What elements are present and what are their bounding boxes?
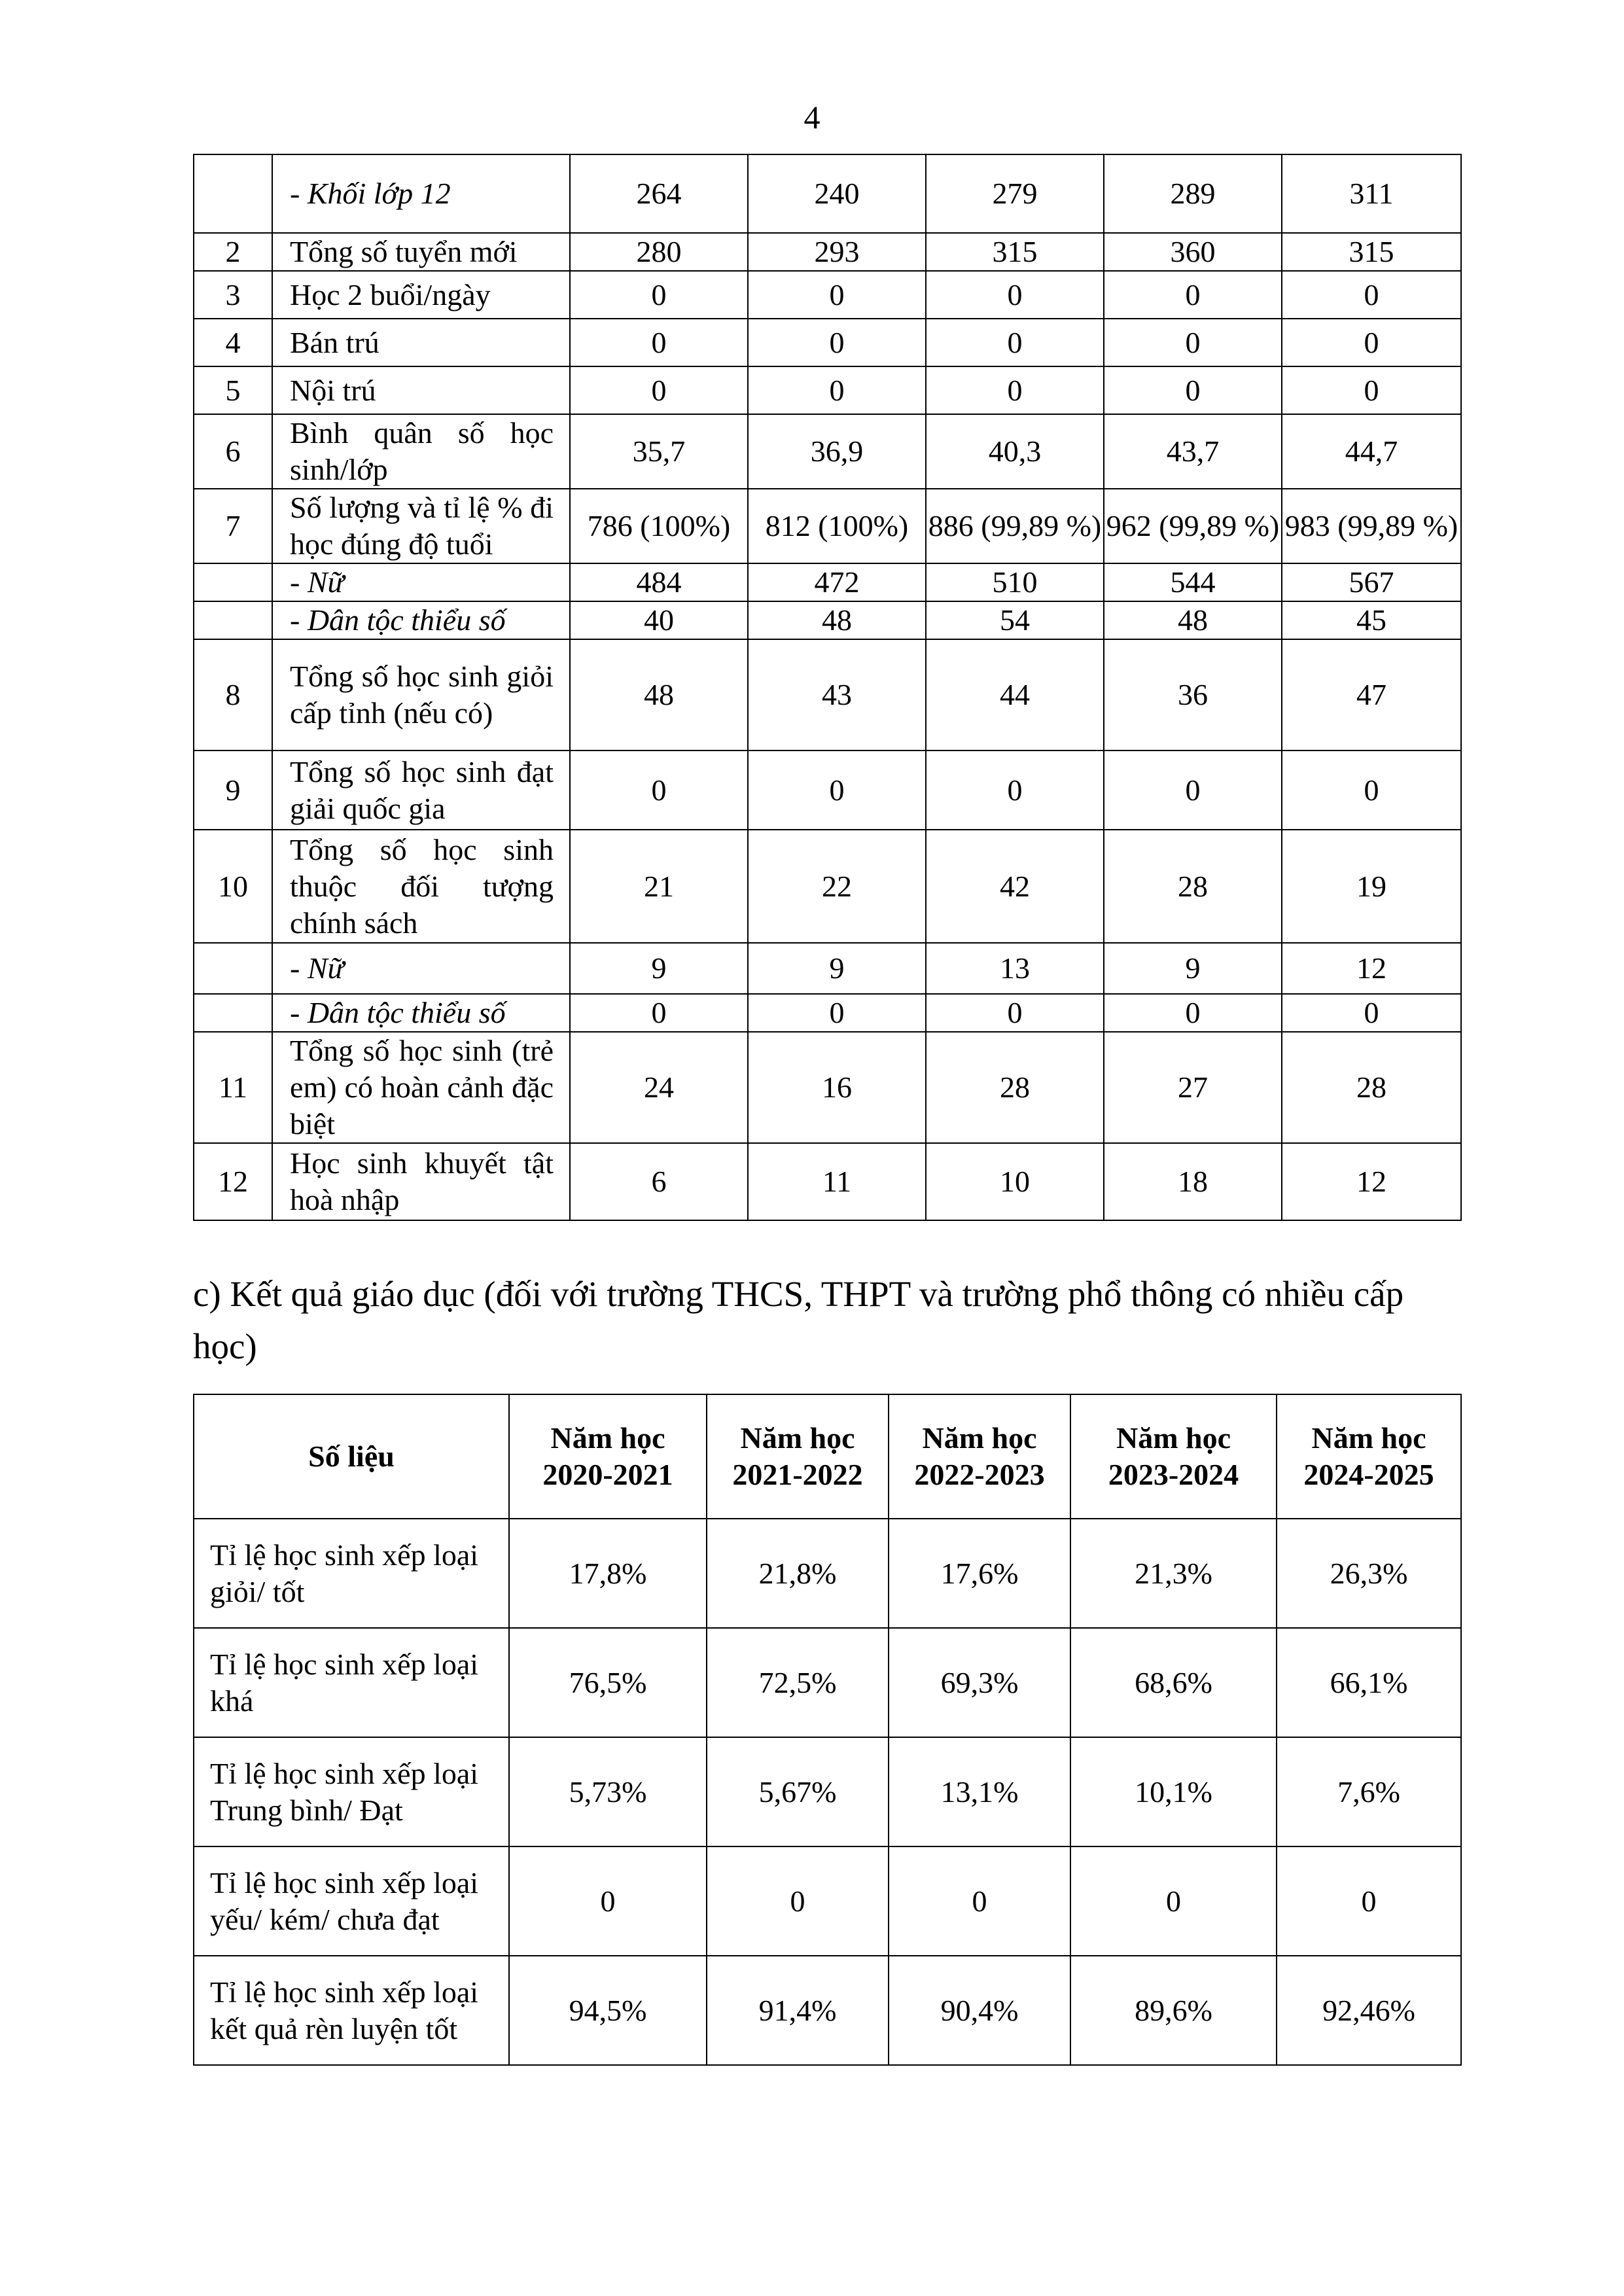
value-cell: 0 — [1277, 1846, 1461, 1956]
value-cell: 240 — [748, 154, 926, 233]
value-cell: 92,46% — [1277, 1956, 1461, 2065]
value-cell: 279 — [926, 154, 1104, 233]
value-cell: 962 (99,89 %) — [1104, 489, 1282, 563]
value-cell: 10,1% — [1070, 1737, 1277, 1846]
row-number: 9 — [194, 751, 272, 830]
value-cell: 17,8% — [509, 1519, 707, 1628]
row-number — [194, 154, 272, 233]
value-cell: 567 — [1282, 563, 1461, 601]
row-label: Bình quân số học sinh/lớp — [272, 414, 570, 489]
row-number: 10 — [194, 830, 272, 943]
value-cell: 24 — [570, 1032, 748, 1143]
table-row — [194, 943, 1461, 994]
value-cell: 19 — [1282, 830, 1461, 943]
value-cell: 7,6% — [1277, 1737, 1461, 1846]
table-row — [194, 271, 1461, 319]
value-cell: 21,8% — [707, 1519, 889, 1628]
value-cell: 48 — [570, 639, 748, 751]
value-cell: 45 — [1282, 601, 1461, 639]
table-row — [194, 319, 1461, 366]
row-number: 6 — [194, 414, 272, 489]
header-school-year: Năm học 2024-2025 — [1277, 1394, 1461, 1519]
value-cell: 289 — [1104, 154, 1282, 233]
value-cell: 54 — [926, 601, 1104, 639]
value-cell: 35,7 — [570, 414, 748, 489]
value-cell: 36 — [1104, 639, 1282, 751]
row-label: Số lượng và tỉ lệ % đi học đúng độ tuổi — [272, 489, 570, 563]
table-row — [194, 1519, 1461, 1628]
header-school-year: Năm học 2022-2023 — [889, 1394, 1070, 1519]
table-row — [194, 1737, 1461, 1846]
row-label: - Dân tộc thiểu số — [272, 994, 570, 1032]
value-cell: 0 — [1282, 994, 1461, 1032]
table-row — [194, 1032, 1461, 1143]
value-cell: 11 — [748, 1143, 926, 1220]
row-label: - Khối lớp 12 — [272, 154, 570, 233]
value-cell: 5,67% — [707, 1737, 889, 1846]
row-number: 4 — [194, 319, 272, 366]
value-cell: 66,1% — [1277, 1628, 1461, 1737]
value-cell: 28 — [1104, 830, 1282, 943]
row-number: 8 — [194, 639, 272, 751]
table-row — [194, 1846, 1461, 1956]
value-cell: 5,73% — [509, 1737, 707, 1846]
value-cell: 44,7 — [1282, 414, 1461, 489]
value-cell: 48 — [1104, 601, 1282, 639]
header-school-year: Năm học 2023-2024 — [1070, 1394, 1277, 1519]
value-cell: 786 (100%) — [570, 489, 748, 563]
value-cell: 43,7 — [1104, 414, 1282, 489]
value-cell: 0 — [1282, 271, 1461, 319]
value-cell: 315 — [926, 233, 1104, 271]
value-cell: 0 — [1282, 751, 1461, 830]
value-cell: 886 (99,89 %) — [926, 489, 1104, 563]
value-cell: 69,3% — [889, 1628, 1070, 1737]
value-cell: 89,6% — [1070, 1956, 1277, 2065]
value-cell: 0 — [748, 994, 926, 1032]
value-cell: 315 — [1282, 233, 1461, 271]
value-cell: 44 — [926, 639, 1104, 751]
value-cell: 0 — [509, 1846, 707, 1956]
value-cell: 0 — [748, 271, 926, 319]
row-number — [194, 994, 272, 1032]
row-label: Tổng số học sinh giỏi cấp tỉnh (nếu có) — [272, 639, 570, 751]
value-cell: 812 (100%) — [748, 489, 926, 563]
value-cell: 6 — [570, 1143, 748, 1220]
section-heading: c) Kết quả giáo dục (đối với trường THCS, THPT và trường phổ thông có nhiều cấp học) — [193, 1274, 1404, 1366]
table-row — [194, 414, 1461, 489]
value-cell: 0 — [889, 1846, 1070, 1956]
row-number: 12 — [194, 1143, 272, 1220]
value-cell: 72,5% — [707, 1628, 889, 1737]
table-row — [194, 994, 1461, 1032]
value-cell: 293 — [748, 233, 926, 271]
row-label: Tỉ lệ học sinh xếp loại kết quả rèn luyện tốt — [194, 1956, 509, 2065]
value-cell: 13,1% — [889, 1737, 1070, 1846]
row-label: Học 2 buổi/ngày — [272, 271, 570, 319]
value-cell: 0 — [926, 751, 1104, 830]
student-statistics-table — [193, 154, 1462, 1221]
value-cell: 43 — [748, 639, 926, 751]
value-cell: 13 — [926, 943, 1104, 994]
value-cell: 472 — [748, 563, 926, 601]
education-results-table — [193, 1394, 1462, 2066]
value-cell: 16 — [748, 1032, 926, 1143]
value-cell: 0 — [1282, 319, 1461, 366]
header-school-year: Năm học 2021-2022 — [707, 1394, 889, 1519]
header-metric: Số liệu — [194, 1394, 509, 1519]
value-cell: 36,9 — [748, 414, 926, 489]
value-cell: 22 — [748, 830, 926, 943]
value-cell: 12 — [1282, 943, 1461, 994]
value-cell: 9 — [1104, 943, 1282, 994]
row-number: 5 — [194, 366, 272, 414]
value-cell: 18 — [1104, 1143, 1282, 1220]
row-label: Học sinh khuyết tật hoà nhập — [272, 1143, 570, 1220]
row-number: 11 — [194, 1032, 272, 1143]
value-cell: 9 — [748, 943, 926, 994]
value-cell: 40 — [570, 601, 748, 639]
value-cell: 91,4% — [707, 1956, 889, 2065]
value-cell: 311 — [1282, 154, 1461, 233]
value-cell: 0 — [748, 366, 926, 414]
table-row — [194, 1143, 1461, 1220]
row-label: Tỉ lệ học sinh xếp loại khá — [194, 1628, 509, 1737]
row-number — [194, 563, 272, 601]
value-cell: 0 — [570, 319, 748, 366]
row-label: Tỉ lệ học sinh xếp loại giỏi/ tốt — [194, 1519, 509, 1628]
row-label: Bán trú — [272, 319, 570, 366]
value-cell: 68,6% — [1070, 1628, 1277, 1737]
table-row — [194, 233, 1461, 271]
table-row — [194, 601, 1461, 639]
row-label: Tổng số học sinh (trẻ em) có hoàn cảnh đặc biệt — [272, 1032, 570, 1143]
value-cell: 21 — [570, 830, 748, 943]
table-row — [194, 366, 1461, 414]
value-cell: 28 — [1282, 1032, 1461, 1143]
table-row — [194, 639, 1461, 751]
value-cell: 0 — [1104, 994, 1282, 1032]
value-cell: 0 — [1070, 1846, 1277, 1956]
value-cell: 0 — [1282, 366, 1461, 414]
value-cell: 983 (99,89 %) — [1282, 489, 1461, 563]
row-number — [194, 601, 272, 639]
table-row — [194, 563, 1461, 601]
table-row — [194, 154, 1461, 233]
value-cell: 28 — [926, 1032, 1104, 1143]
row-label: Tỉ lệ học sinh xếp loại Trung bình/ Đạt — [194, 1737, 509, 1846]
value-cell: 90,4% — [889, 1956, 1070, 2065]
value-cell: 0 — [926, 366, 1104, 414]
value-cell: 0 — [570, 366, 748, 414]
row-label: - Nữ — [272, 563, 570, 601]
value-cell: 0 — [748, 751, 926, 830]
value-cell: 10 — [926, 1143, 1104, 1220]
value-cell: 12 — [1282, 1143, 1461, 1220]
page-number: 4 — [803, 99, 821, 135]
value-cell: 0 — [748, 319, 926, 366]
value-cell: 0 — [926, 994, 1104, 1032]
value-cell: 48 — [748, 601, 926, 639]
row-label: Tổng số tuyển mới — [272, 233, 570, 271]
value-cell: 26,3% — [1277, 1519, 1461, 1628]
row-label: - Dân tộc thiểu số — [272, 601, 570, 639]
value-cell: 264 — [570, 154, 748, 233]
table-row — [194, 1956, 1461, 2065]
row-label: Nội trú — [272, 366, 570, 414]
value-cell: 0 — [570, 271, 748, 319]
value-cell: 0 — [926, 271, 1104, 319]
row-number: 7 — [194, 489, 272, 563]
header-school-year: Năm học 2020-2021 — [509, 1394, 707, 1519]
value-cell: 0 — [1104, 366, 1282, 414]
value-cell: 0 — [570, 751, 748, 830]
row-number: 3 — [194, 271, 272, 319]
row-label: - Nữ — [272, 943, 570, 994]
value-cell: 360 — [1104, 233, 1282, 271]
value-cell: 0 — [1104, 319, 1282, 366]
table-row — [194, 751, 1461, 830]
value-cell: 544 — [1104, 563, 1282, 601]
value-cell: 21,3% — [1070, 1519, 1277, 1628]
value-cell: 94,5% — [509, 1956, 707, 2065]
value-cell: 47 — [1282, 639, 1461, 751]
value-cell: 0 — [1104, 751, 1282, 830]
row-label: Tổng số học sinh đạt giải quốc gia — [272, 751, 570, 830]
table-row — [194, 1628, 1461, 1737]
table-row — [194, 830, 1461, 943]
value-cell: 484 — [570, 563, 748, 601]
value-cell: 27 — [1104, 1032, 1282, 1143]
value-cell: 280 — [570, 233, 748, 271]
value-cell: 510 — [926, 563, 1104, 601]
value-cell: 76,5% — [509, 1628, 707, 1737]
row-label: Tổng số học sinh thuộc đối tượng chính sách — [272, 830, 570, 943]
value-cell: 0 — [707, 1846, 889, 1956]
row-label: Tỉ lệ học sinh xếp loại yếu/ kém/ chưa đạt — [194, 1846, 509, 1956]
value-cell: 42 — [926, 830, 1104, 943]
table-header-row — [194, 1394, 1461, 1519]
value-cell: 0 — [926, 319, 1104, 366]
row-number — [194, 943, 272, 994]
value-cell: 0 — [570, 994, 748, 1032]
table-row — [194, 489, 1461, 563]
value-cell: 17,6% — [889, 1519, 1070, 1628]
row-number: 2 — [194, 233, 272, 271]
value-cell: 0 — [1104, 271, 1282, 319]
value-cell: 9 — [570, 943, 748, 994]
value-cell: 40,3 — [926, 414, 1104, 489]
